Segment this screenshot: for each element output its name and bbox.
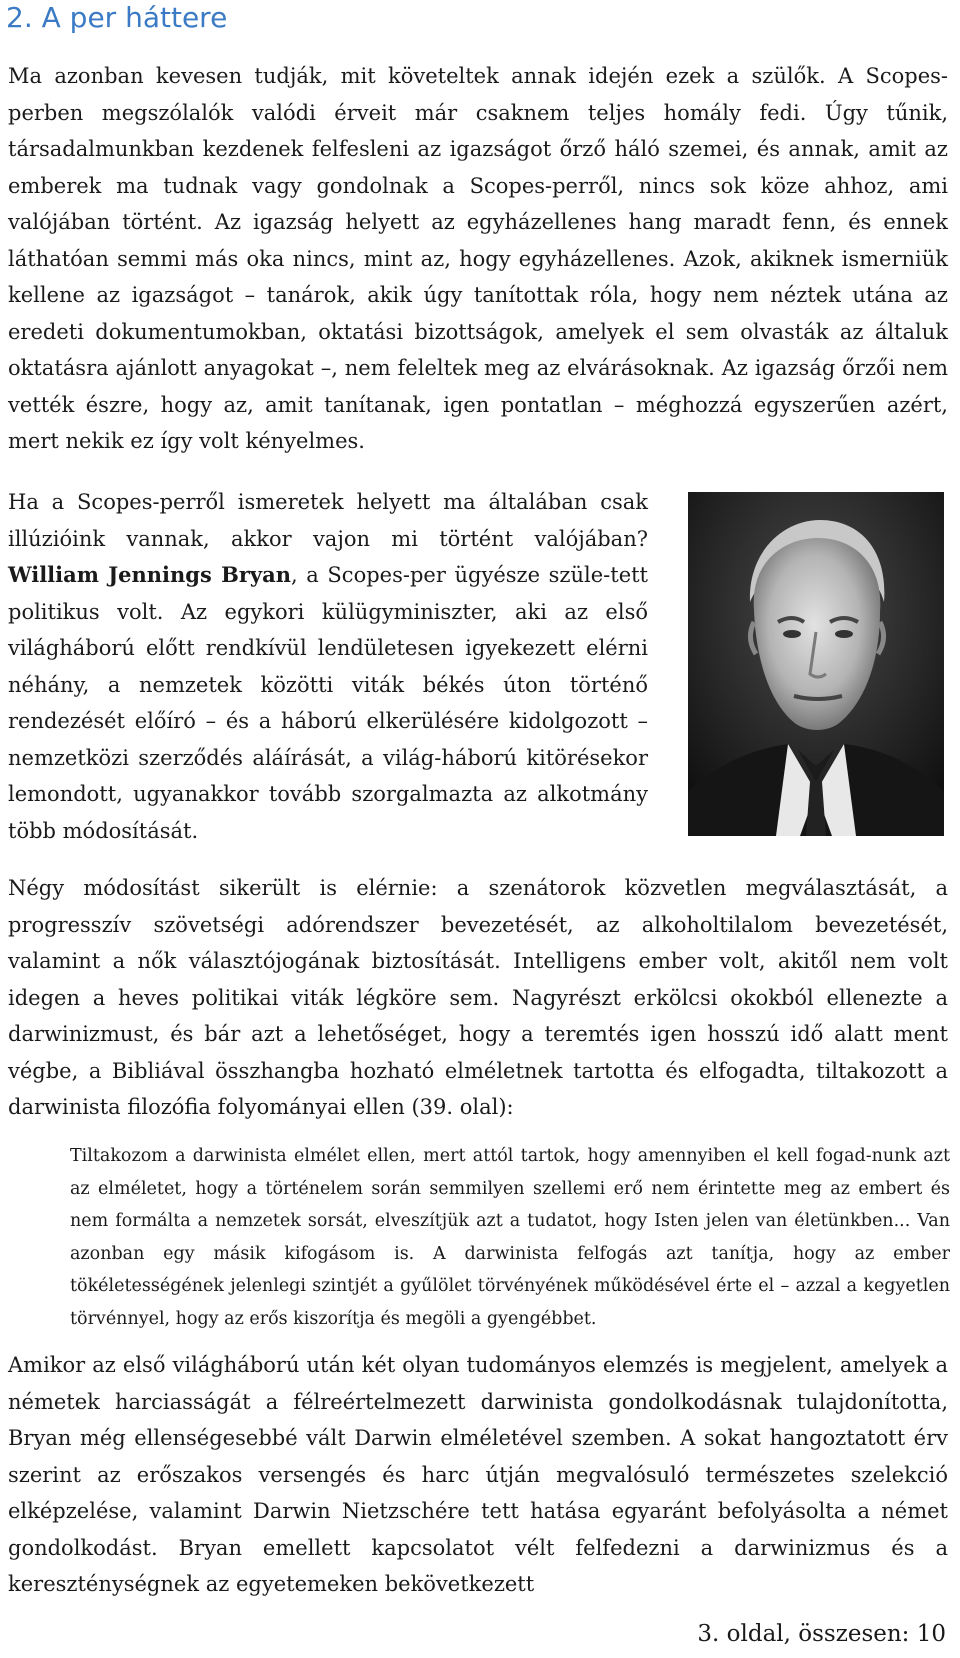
bryan-quote: Tiltakozom a darwinista elmélet ellen, mert attól tartok, hogy amennyiben el kell fogad-nunk azt az elméletet, hogy a történelem során semmilyen szellemi erő nem érintette meg az embert és nem formálta a nemzetek sorsát, elveszítjük azt a tudatot, hogy Isten jelen van életünkben... Van azonban egy másik kifogásom is. A darwinista felfogás azt tanítja, hogy az ember tökéletességének jelenlegi szintjét a gyűlölet törvényének működésével érte el – azzal a kegyetlen törvénnyel, hogy az erős kiszorítja és megöli a gyengébbet.: [70, 1146, 950, 1329]
portrait-illustration: [688, 492, 944, 836]
paragraph-bryan-rest: , a Scopes-per ügyésze szüle-tett politikus volt. Az egykori külügyminiszter, aki az első világháború előtt rendkívül lendületesen igyekezett elérni néhány, a nemzetek közötti viták békés úton történő rendezését előíró – és a háború elkerülésére kidolgozott – nemzetközi szerződés aláírását, a világ-háború kitörésekor lemondott, ugyanakkor tovább szorgalmazta az alkotmány több módosítását.: [8, 563, 648, 843]
paragraph-amendments: Négy módosítást sikerült is elérnie: a szenátorok közvetlen megválasztását, a progresszív szövetségi adórendszer bevezetését, az alkoholtilalom bevezetését, valamint a nők választójogának biztosítását. Intelligens ember volt, akitől nem volt idegen a heves politikai viták légköre sem. Nagyrészt erkölcsi okokból ellenezte a darwinizmust, és bár azt a lehetőséget, hogy a teremtés igen hosszú idő alatt ment végbe, a Bibliával összhangba hozható elméletnek tartotta és elfogadta, tiltakozott a darwinista filozófia folyományai ellen (39. olal):: [8, 876, 948, 1119]
paragraph-intro: Ma azonban kevesen tudják, mit követeltek annak idején ezek a szülők. A Scopes-perben megszólalók valódi érveit már csaknem teljes homály fedi. Úgy tűnik, társadalmunkban kezdenek felfesleni az igazságot őrző háló szemei, és annak, amit az emberek ma tudnak vagy gondolnak a Scopes-perről, nincs sok köze ahhoz, ami valójában történt. Az igazság helyett az egyházellenes hang maradt fenn, és ennek láthatóan semmi más oka nincs, mint az, hogy egyházellenes. Azok, akiknek ismerniük kellene az igazságot – tanárok, akik úgy tanítottak róla, hogy nem néztek utána az eredeti dokumentumokban, oktatási bizottságok, amelyek el sem olvasták az általuk oktatásra ajánlott anyagokat –, nem feleltek meg az elvárásoknak. Az igazság őrzői nem vették észre, hogy az, amit tanítanak, igen pontatlan – méghozzá egyszerűen azért, mert nekik ez így volt kényelmes.: [8, 64, 948, 453]
paragraph-postwar: Amikor az első világháború után két olyan tudományos elemzés is megjelent, amelyek a németek harciasságát a félreértelmezett darwinista gondolkodásnak tulajdonította, Bryan még ellenségesebbé vált Darwin elméletével szemben. A sokat hangoztatott érv szerint az erőszakos versengés és harc útján megvalósuló természetes szelekció elképzelése, valamint Darwin Nietzschére tett hatása egyaránt befolyásolta a német gondolkodást. Bryan emellett kapcsolatot vélt felfedezni a darwinizmus és a kereszténységnek az egyetemeken bekövetkezett: [8, 1353, 948, 1596]
paragraph-bryan-intro: Ha a Scopes-perről ismeretek helyett ma általában csak illúzióink vannak, akkor vajon mi történt valójában?: [8, 490, 648, 551]
bryan-portrait-photo: [688, 492, 944, 836]
page-number-footer: 3. oldal, összesen: 10: [697, 1621, 946, 1647]
section-heading: 2. A per háttere: [6, 1, 228, 34]
bryan-name: William Jennings Bryan: [8, 562, 291, 587]
paragraph-bryan: [8, 484, 648, 849]
